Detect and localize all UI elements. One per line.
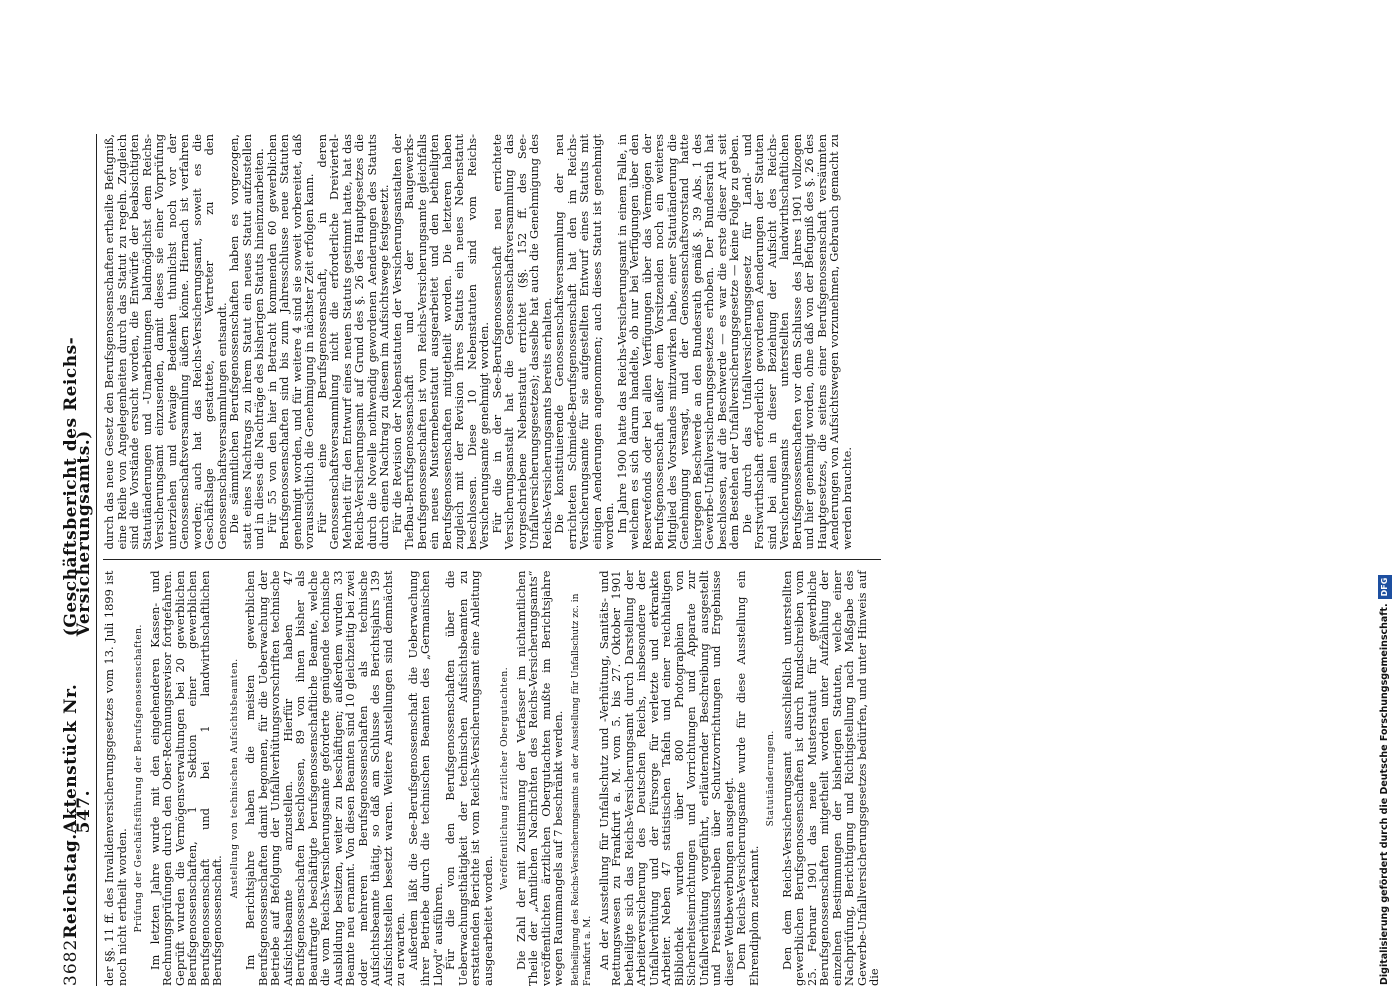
column-divider bbox=[103, 560, 881, 561]
text-columns bbox=[103, 134, 881, 986]
paragraph: Im Jahre 1900 hatte das Reichs-Versicherungsamt in einem Falle, in welchem es sich darum handelte, ob nur bei Verfügungen über den Reservefonds oder bei allen Verfügungen über das Vermögen der Berufsgenossenschaft außer dem Vorsitzenden noch ein weiteres Mitglied des Vorstandes mitzuwirken habe, einer Statutänderung die Genehmigung versagt, und der Genossenschaftsvorstand hatte hiergegen Beschwerde an den Bundesrath gemäß §. 39 Abs. 1 des Gewerbe-Unfallversicherungsgesetzes erhoben. Der Bundesrath hat beschlossen, auf die Beschwerde — es war die erste dieser Art seit dem Bestehen der Unfallversicherungsgesetze — keine Folge zu geben. bbox=[614, 134, 741, 550]
paragraph: Die konstituierende Genossenschaftsversammlung der neu errichteten Schmiede-Berufsgenossenschaft hat den im Reichs-Versicherungsamte für sie aufgestellten Entwurf eines Statuts mit einigen Aenderungen angenommen; auch dieses Statut ist genehmigt worden. bbox=[552, 134, 616, 550]
paragraph: Den dem Reichs-Versicherungsamt ausschließlich unterstellten gewerblichen Berufsgenossenschaften ist durch Rundschreiben vom 25. Februar 1901 das neue Musterstatut für gewerbliche Berufsgenossenschaften mitgetheilt worden unter Aufzählung der einzelnen Bestimmungen der bisherigen Statuten, welche einer Nachprüfung, Berichtigung und Richtigstellung nach Maßgabe des Gewerbe-Unfallversicherungsgesetzes bedürfen, und unter Hinweis auf die bbox=[779, 570, 881, 986]
paragraph: Für die Revision der Nebenstatuten der Versicherungsanstalten der Tiefbau-Berufsgenossenschaft und der Baugewerks-Berufsgenossenschaften ist vom Reichs-Versicherungsamte gleichfalls ein neues Musternebenstatut ausgearbeitet und den betheiligten Berufsgenossenschaften mitgetheilt worden. Die letzteren haben zugleich mit der Revision ihres Statuts ein neues Nebenstatut beschlossen. Diese 10 Nebenstatuten sind vom Reichs-Versicherungsamte genehmigt worden. bbox=[389, 134, 491, 550]
paragraph: An der Ausstellung für Unfallschutz und -Verhütung, Sanitäts- und Rettungswesen zu Frankfurt a. M. vom 5. bis 27. Oktober 1901 betheiligte sich das Reichs-Versicherungsamt durch Darstellung der Arbeiterversicherung des Deutschen Reichs, insbesondere der Unfallverhütung und der Fürsorge für verletzte und erkrankte Arbeiter. Neben 47 statistischen Tafeln und einer reichhaltigen Bibliothek wurden über 800 Photographien von Sicherheitseinrichtungen und Vorrichtungen und Apparate zur Unfallverhütung vorgeführt, erläuternder Beschreibung ausgestellt und Preisausschreiben über Schutzvorrichtungen und Ergebnisse dieser Wettbewerbungen ausgelegt. bbox=[596, 570, 736, 986]
paragraph: Die durch das Unfallversicherungsgesetz für Land- und Forstwirthschaft erforderlich gewordenen Aenderungen der Statuten sind bei allen in dieser Beziehung der Aufsicht des Reichs-Versicherungsamts unterstellten landwirthschaftlichen Berufsgenossenschaften vor dem Schlusse des Jahres 1901 vollzogen und hier genehmigt worden, ohne daß von der Befugniß des §. 26 des Hauptgesetzes, die seitens einer Berufsgenossenschaft versäumten Aenderungen von Aufsichtswegen vorzunehmen, Gebrauch gemacht zu werden brauchte. bbox=[739, 134, 854, 550]
running-header bbox=[61, 134, 97, 986]
paragraph: Für eine Berufsgenossenschaft, in deren Genossenschaftsversammlung nicht die erforderliche Dreiviertel-Mehrheit für den Entwurf eines neuen Statuts gestimmt hatte, hat das Reichs-Versicherungsamt auf Grund des §. 26 des Hauptgesetzes die durch die Novelle nothwendig gewordenen Aenderungen des Statuts durch einen Nachtrag zu diesem im Aufsichtswege festgesetzt. bbox=[314, 134, 391, 550]
paragraph: Für die von den Berufsgenossenschaften über die Ueberwachungsthätigkeit der technischen Aufsichtsbeamten zu erstattenden Berichte ist vom Reichs-Versicherungsamt eine Anleitung ausgearbeitet worden. bbox=[443, 570, 495, 986]
paragraph: Im letzten Jahre wurde mit den eingehenderen Kassen- und Rechnungsprüfungen durch den Ober-Rechnungsrevisor fortgefahren. Geprüft wurden die Vermögensverwaltungen bei 20 gewerblichen Berufsgenossenschaften, 1 Sektion einer gewerblichen Berufsgenossenschaft und bei 1 landwirthschaftlichen Berufsgenossenschaft. bbox=[147, 570, 224, 986]
paragraph: Für 55 von den hier in Betracht kommenden 60 gewerblichen Berufsgenossenschaften sind bis zum Jahresschlusse neue Statuten genehmigt worden, und für weitere 4 sind sie soweit vorbereitet, daß voraussichtlich die Genehmigung in nächster Zeit erfolgen kann. bbox=[264, 134, 316, 550]
paragraph: durch das neue Gesetz den Berufsgenossenschaften ertheilte Befugniß, eine Reihe von Angelegenheiten durch das Statut zu regeln. Zugleich sind die Vorstände ersucht worden, die Entwürfe der beabsichtigten Statutänderungen und -Umarbeitungen baldmöglichst dem Reichs-Versicherungsamt einzusenden, damit dieses sie einer Vorprüfung unterziehen und etwaige Bedenken thunlichst noch vor der Genossenschaftsversammlung äußern könne. Hiernach ist verfahren worden; auch hat das Reichs-Versicherungsamt, soweit es die Geschäftslage gestattete, Vertreter zu den Genossenschaftsversammlungen entsandt. bbox=[102, 134, 229, 550]
paragraph: Im Berichtsjahre haben die meisten gewerblichen Berufsgenossenschaften damit begonnen, für die Ueberwachung der Betriebe auf Befolgung der Unfallverhütungsvorschriften technische Aufsichtsbeamte anzustellen. Hierfür haben 47 Berufsgenossenschaften beschlossen, 89 von ihnen bisher als Beauftragte beschäftigte berufsgenossenschaftliche Beamte, welche die vom Reichs-Versicherungsamte geforderte genügende technische Ausbildung besitzen, weiter zu beschäftigen; außerdem wurden 33 Beamte neu ernannt. Von diesen Beamten sind 10 gleichzeitig bei zwei oder mehreren Berufsgenossenschaften als technische Aufsichtsbeamte thätig, so daß am Schlusse des Berichtsjahrs 139 Aufsichtsstellen besetzt waren. Weitere Anstellungen sind demnächst zu erwarten. bbox=[243, 570, 407, 986]
section-heading: Prüfung der Geschäftsführung der Berufsgenossenschaften. bbox=[134, 623, 144, 933]
header-middle-title: Aktenstück Nr. 547. bbox=[61, 683, 94, 834]
paragraph: Die sämmtlichen Berufsgenossenschaften haben es vorgezogen, statt eines Nachtrags zu ihrem Statut ein neues Statut aufzustellen und in dieses die Nachträge des bisherigen Statuts hineinzuarbeiten. bbox=[227, 134, 266, 550]
header-left-title: Reichstag. bbox=[61, 833, 81, 939]
paragraph: Außerdem läßt die See-Berufsgenossenschaft die Ueberwachung ihrer Betriebe durch die technischen Beamten des „Germanischen Lloyd“ ausführen. bbox=[405, 570, 445, 986]
section-heading: Anstellung von technischen Aufsichtsbeamten. bbox=[229, 658, 240, 899]
paragraph: Die Zahl der mit Zustimmung der Verfasser im nichtamtlichen Theile der „Amtlichen Nachrichten des Reichs-Versicherungsamts“ veröffentlichten ärztlichen Obergutachten mußte im Berichtsjahre wegen Raummangels auf 7 beschränkt werden. bbox=[513, 570, 565, 986]
page-number: 3682 bbox=[61, 938, 81, 986]
header-right-title: (Geschäftsbericht des Reichs-Versicherungsamts.) bbox=[61, 336, 94, 637]
section-heading: Statutänderungen. bbox=[766, 730, 776, 827]
section-heading: Veröffentlichung ärztlicher Obergutachten. bbox=[500, 666, 510, 890]
document-page bbox=[55, 120, 1295, 1000]
funding-text: Digitalisierung gefördert durch die Deutsche Forschungsgemeinschaft. bbox=[1379, 603, 1390, 985]
right-column bbox=[103, 134, 881, 550]
paragraph: der §§. 11 ff. des Invalidenversicherungsgesetzes vom 13. Juli 1899 ist noch nicht ertheilt worden. bbox=[102, 570, 129, 986]
paragraph: Dem Reichs-Versicherungsamte wurde für diese Ausstellung ein Ehrendiplom zuerkannt. bbox=[734, 570, 761, 986]
paragraph: Für die in der See-Berufsgenossenschaft neu errichtete Versicherungsanstalt hat die Genossenschaftsversammlung das vorgeschriebene Nebenstatut errichtet (§§. 152 ff. des See-Unfallversicherungsgesetzes); dasselbe hat auch die Genehmigung des Reichs-Versicherungsamts bereits erhalten. bbox=[489, 134, 554, 550]
funding-notice bbox=[1377, 0, 1393, 1000]
funding-sidebar bbox=[1377, 0, 1393, 1000]
rotated-page bbox=[55, 120, 1255, 1000]
section-heading: Betheiligung des Reichs-Versicherungsamts an der Ausstellung für Unfallschutz zc. in Frankfurt a. M. bbox=[570, 593, 593, 986]
left-column bbox=[103, 571, 881, 987]
dfg-logo-icon: DFG bbox=[1378, 575, 1392, 600]
